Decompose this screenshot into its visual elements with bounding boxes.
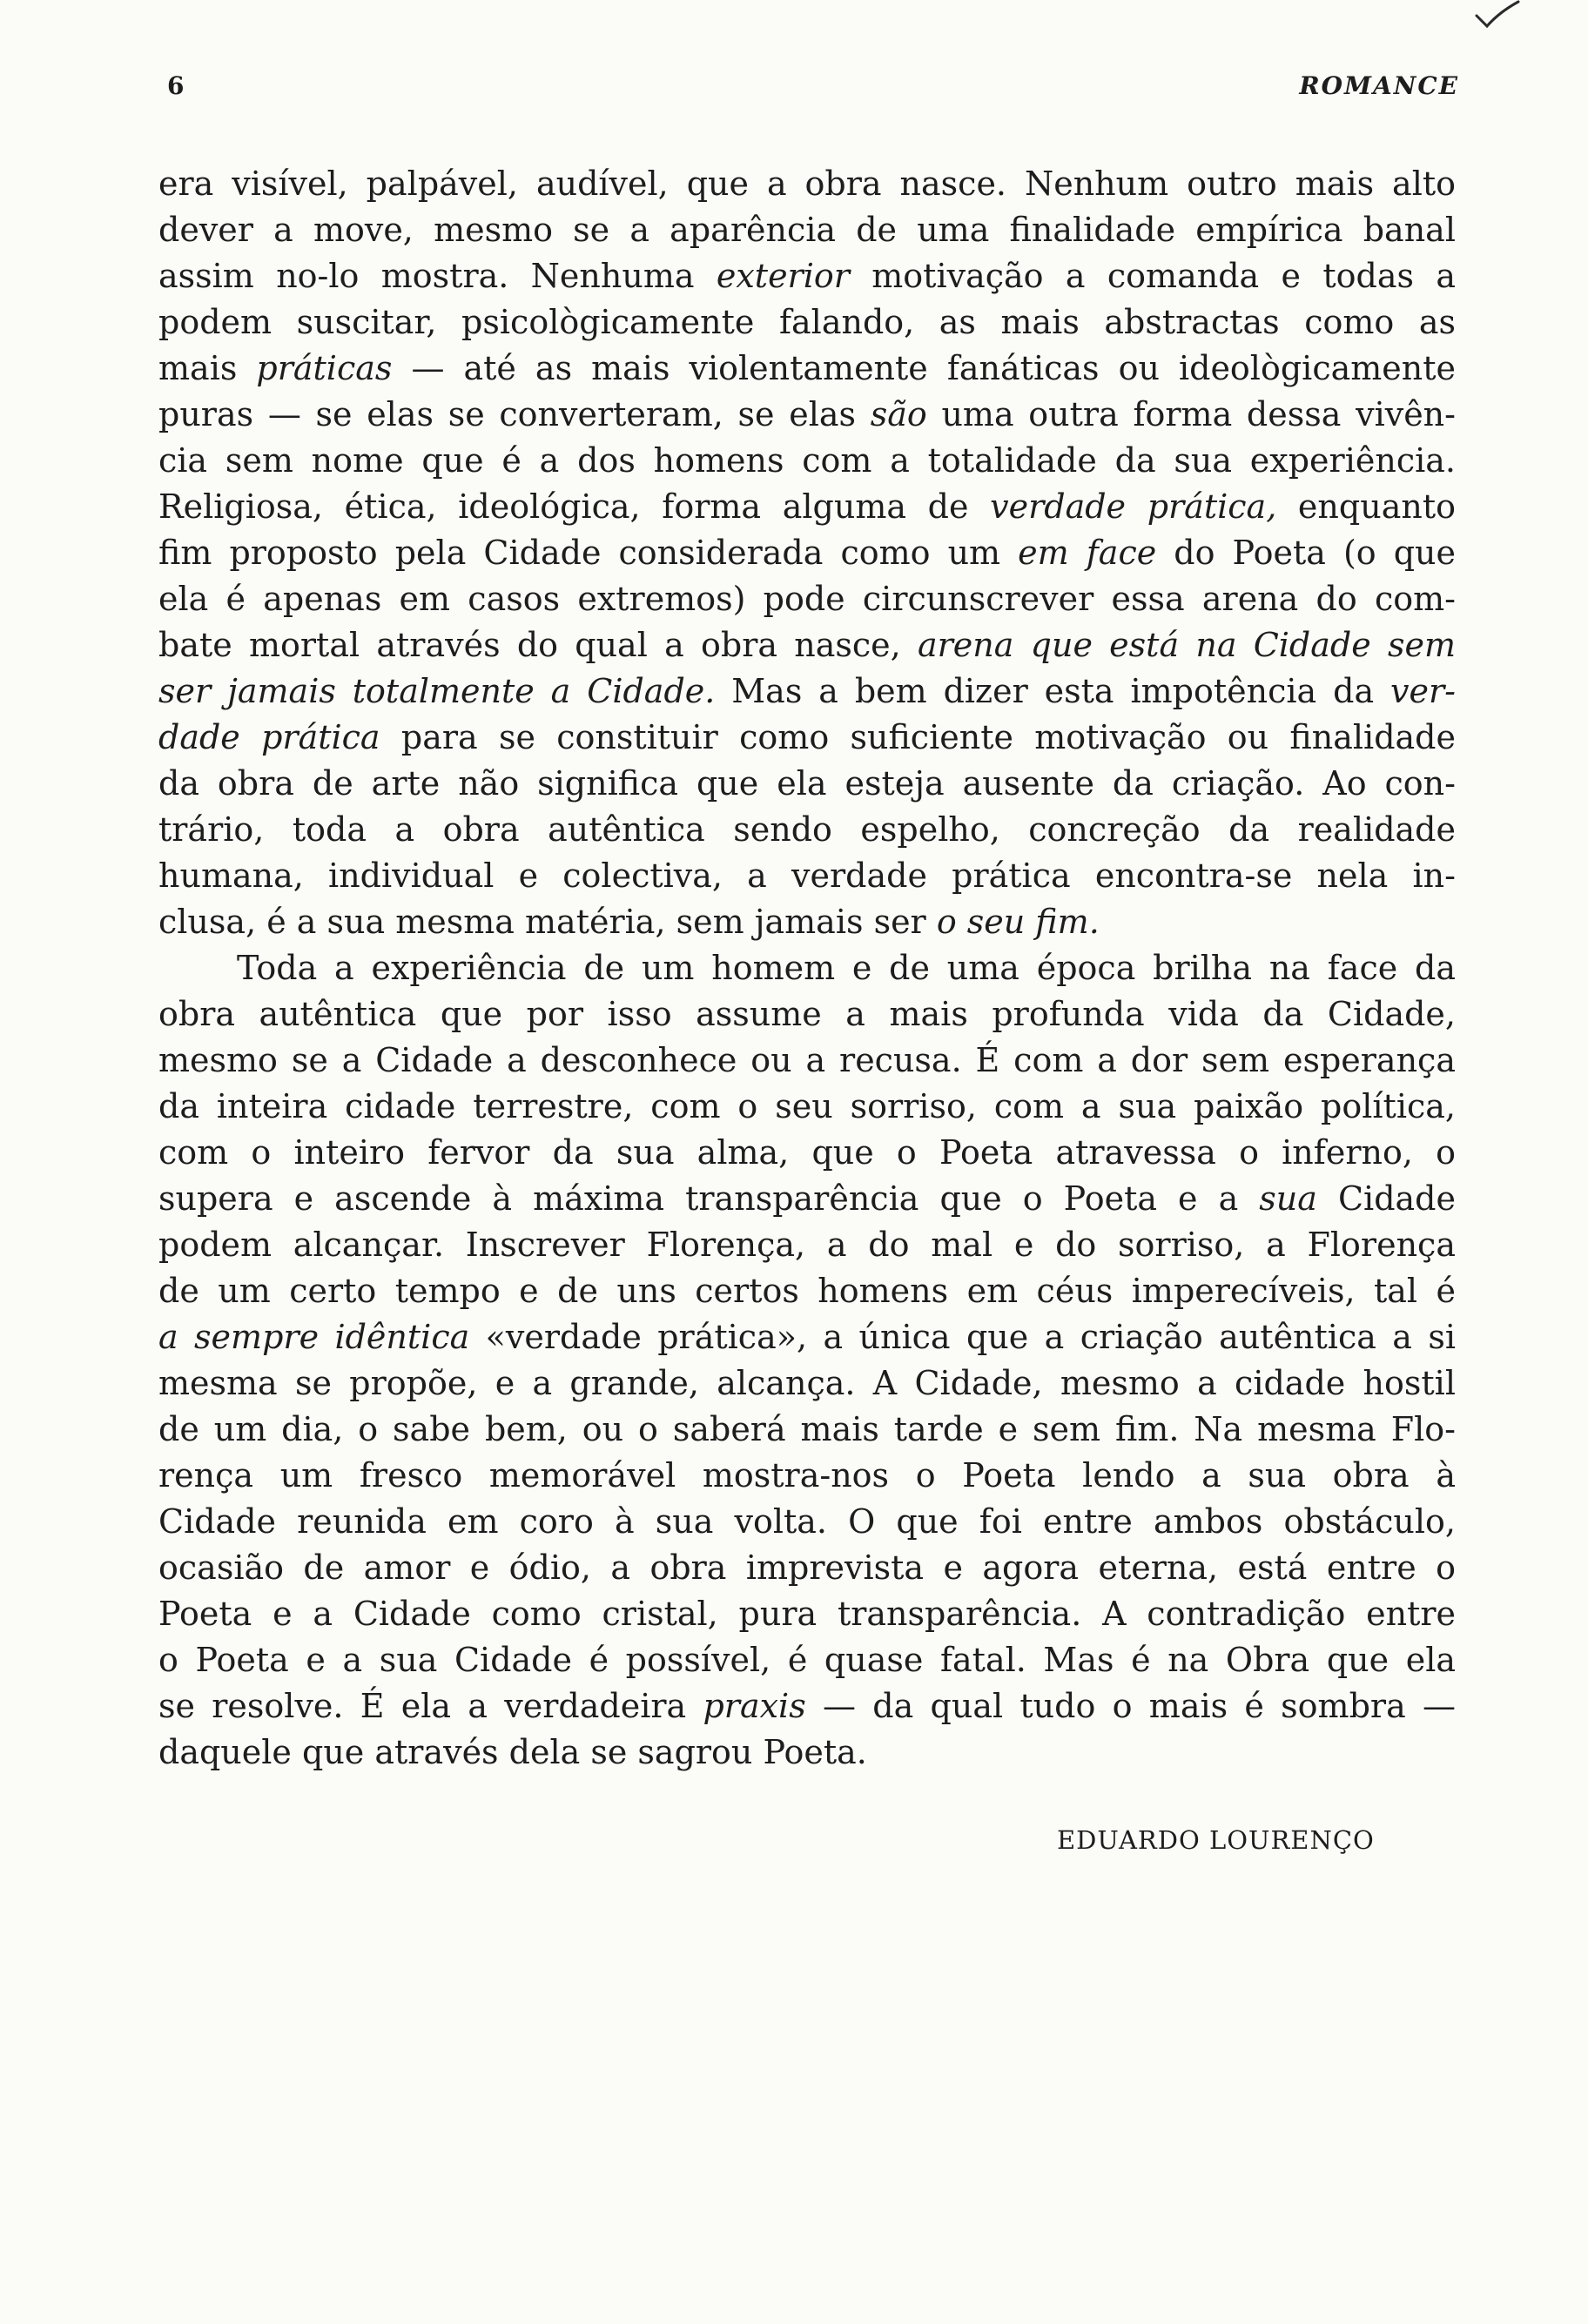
text-run: o Poeta e a sua Cidade é possível, é quase fatal. Mas é na Obra que ela [158, 1641, 1456, 1679]
italic-run: ver- [1390, 672, 1456, 710]
text-line [158, 1222, 1456, 1268]
text-run: de um certo tempo e de uns certos homens em céus imperecíveis, tal é [158, 1272, 1456, 1310]
text-run: supera e ascende à máxima transparência que o Poeta e a [158, 1179, 1260, 1218]
text-line [158, 207, 1456, 253]
text-run: cia sem nome que é a dos homens com a totalidade da sua experiência. [158, 441, 1456, 480]
text-line [158, 576, 1456, 622]
text-line [158, 1176, 1456, 1222]
text-line [158, 899, 1456, 945]
text-run: Toda a experiência de um homem e de uma época brilha na face da [237, 949, 1456, 987]
italic-run: verdade prática, [990, 487, 1277, 526]
text-line [158, 1730, 1456, 1776]
text-line [158, 1130, 1456, 1176]
text-line [158, 1499, 1456, 1545]
text-line [158, 1268, 1456, 1314]
italic-run: o seu fim. [936, 903, 1100, 941]
text-run: motivação a comanda e todas a [849, 257, 1456, 295]
text-run: Cidade reunida em coro à sua volta. O que foi entre ambos obstáculo, [158, 1502, 1456, 1541]
text-line [158, 438, 1456, 484]
text-run: podem alcançar. Inscrever Florença, a do mal e do sorriso, a Florença [158, 1226, 1456, 1264]
text-line [158, 530, 1456, 576]
text-line [158, 668, 1456, 715]
text-line [158, 853, 1456, 899]
italic-run: praxis [703, 1687, 806, 1725]
italic-run: dade prática [158, 718, 380, 756]
text-run: com o inteiro fervor da sua alma, que o Poeta atravessa o inferno, o [158, 1133, 1456, 1172]
text-line [158, 1683, 1456, 1730]
text-run: rença um fresco memorável mostra-nos o Poeta lendo a sua obra à [158, 1456, 1456, 1494]
text-line [158, 1591, 1456, 1637]
text-line [158, 161, 1456, 207]
italic-run: são [870, 395, 927, 433]
text-line [158, 484, 1456, 530]
text-run: «verdade prática», a única que a criação autêntica a si [469, 1318, 1456, 1356]
text-run: trário, toda a obra autêntica sendo espelho, concreção da realidade [158, 810, 1456, 849]
italic-run: práticas [256, 349, 393, 387]
author-signature: EDUARDO LOURENÇO [1057, 1825, 1375, 1855]
text-run: do Poeta (o que [1156, 534, 1456, 572]
text-line [158, 1360, 1456, 1407]
text-run: bate mortal através do qual a obra nasce, [158, 626, 918, 664]
text-run: Poeta e a Cidade como cristal, pura transparência. A contradição entre [158, 1595, 1456, 1633]
text-line [158, 253, 1456, 299]
text-line [158, 1545, 1456, 1591]
body-text [158, 161, 1456, 1776]
text-run: humana, individual e colectiva, a verdade prática encontra-se nela in- [158, 856, 1456, 895]
text-run: enquanto [1276, 487, 1456, 526]
italic-run: em face [1018, 534, 1157, 572]
text-run: assim no-lo mostra. Nenhuma [158, 257, 717, 295]
italic-run: exterior [716, 257, 850, 295]
text-line [158, 346, 1456, 392]
text-run: ela é apenas em casos extremos) pode circunscrever essa arena do com- [158, 580, 1456, 618]
text-run: — até as mais violentamente fanáticas ou ideològicamente [392, 349, 1457, 387]
text-line [158, 1453, 1456, 1499]
text-line [158, 622, 1456, 668]
text-run: da inteira cidade terrestre, com o seu sorriso, com a sua paixão política, [158, 1087, 1456, 1125]
text-run: mais [158, 349, 257, 387]
check-mark-icon [1470, 0, 1524, 37]
text-line [158, 761, 1456, 807]
italic-run: sua [1259, 1179, 1317, 1218]
text-line [158, 1314, 1456, 1360]
text-run: mesmo se a Cidade a desconhece ou a recusa. É com a dor sem esperança [158, 1041, 1456, 1079]
text-run: daquele que através dela se sagrou Poeta. [158, 1733, 867, 1771]
text-line [158, 299, 1456, 346]
text-run: da obra de arte não significa que ela esteja ausente da criação. Ao con- [158, 764, 1456, 803]
text-line [158, 1038, 1456, 1084]
text-run: se resolve. É ela a verdadeira [158, 1687, 703, 1725]
text-run: para se constituir como suficiente motivação ou finalidade [380, 718, 1456, 756]
text-line [158, 807, 1456, 853]
text-run: uma outra forma dessa vivên- [926, 395, 1456, 433]
text-run: obra autêntica que por isso assume a mais profunda vida da Cidade, [158, 995, 1456, 1033]
text-line [158, 715, 1456, 761]
text-run: Cidade [1316, 1179, 1456, 1218]
text-run: Mas a bem dizer esta impotência da [715, 672, 1391, 710]
italic-run: arena que está na Cidade sem [917, 626, 1456, 664]
text-line [158, 392, 1456, 438]
text-run: fim proposto pela Cidade considerada como um [158, 534, 1019, 572]
text-line [158, 945, 1456, 991]
text-line [158, 1407, 1456, 1453]
page-number: 6 [167, 71, 185, 100]
text-run: mesma se propõe, e a grande, alcança. A Cidade, mesmo a cidade hostil [158, 1364, 1456, 1402]
text-run: puras — se elas se converteram, se elas [158, 395, 871, 433]
text-run: ocasião de amor e ódio, a obra imprevista e agora eterna, está entre o [158, 1548, 1456, 1587]
running-head: ROMANCE [1299, 71, 1459, 100]
text-line [158, 1084, 1456, 1130]
italic-run: a sempre idêntica [158, 1318, 470, 1356]
text-line [158, 1637, 1456, 1683]
text-run: podem suscitar, psicològicamente falando, as mais abstractas como as [158, 303, 1456, 341]
text-run: de um dia, o sabe bem, ou o saberá mais tarde e sem fim. Na mesma Flo- [158, 1410, 1456, 1448]
text-run: era visível, palpável, audível, que a obra nasce. Nenhum outro mais alto [158, 165, 1456, 203]
text-run: clusa, é a sua mesma matéria, sem jamais ser [158, 903, 937, 941]
italic-run: ser jamais totalmente a Cidade. [158, 672, 716, 710]
text-run: — da qual tudo o mais é sombra — [805, 1687, 1457, 1725]
text-run: dever a move, mesmo se a aparência de uma finalidade empírica banal [158, 211, 1456, 249]
text-line [158, 991, 1456, 1038]
text-run: Religiosa, ética, ideológica, forma alguma de [158, 487, 991, 526]
